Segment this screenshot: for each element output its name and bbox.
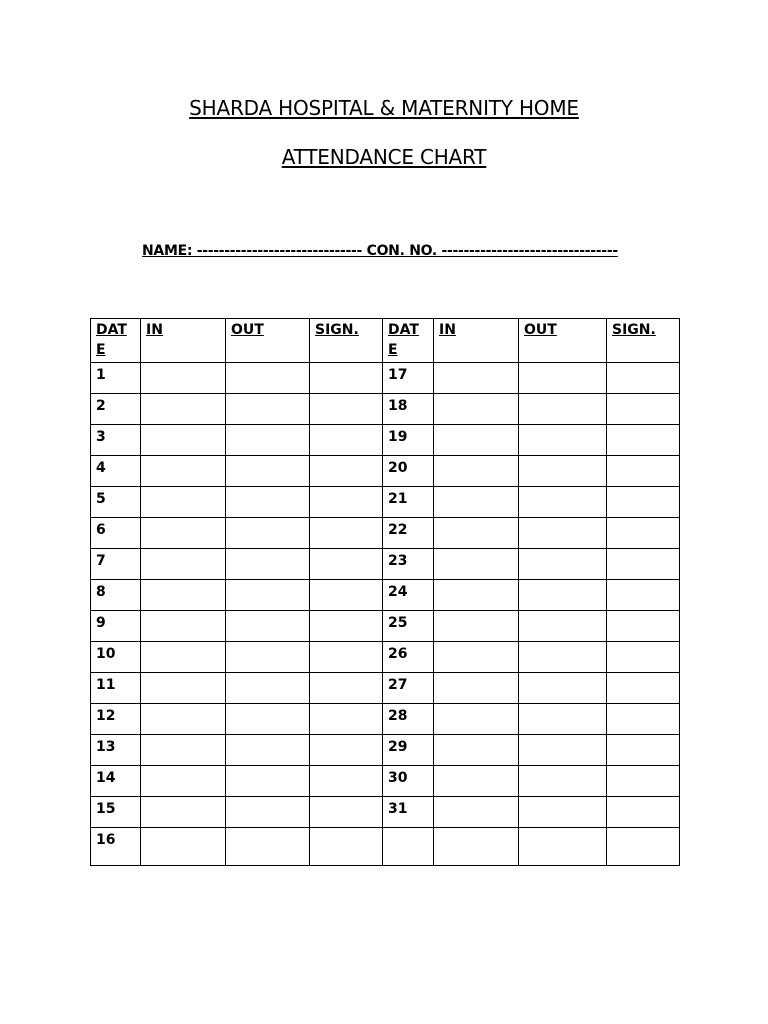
- out-cell-right[interactable]: [519, 518, 607, 549]
- out-cell-right[interactable]: [519, 487, 607, 518]
- header-out-left: OUT: [226, 319, 310, 363]
- out-cell-left[interactable]: [226, 518, 310, 549]
- name-con-no-line: NAME: ------------------------------ CON. NO. --------------------------------: [142, 243, 618, 259]
- in-cell-left[interactable]: [141, 828, 226, 866]
- in-cell-right[interactable]: [434, 673, 519, 704]
- date-cell-right: 23: [383, 549, 434, 580]
- sign-cell-right[interactable]: [607, 611, 680, 642]
- date-cell-left: 2: [91, 394, 141, 425]
- in-cell-right[interactable]: [434, 518, 519, 549]
- table-row: [91, 518, 680, 549]
- chart-title: ATTENDANCE CHART: [281, 145, 487, 169]
- sign-cell-left[interactable]: [310, 425, 383, 456]
- header-in-left: IN: [141, 319, 226, 363]
- date-cell-left: 13: [91, 735, 141, 766]
- out-cell-right[interactable]: [519, 735, 607, 766]
- out-cell-right[interactable]: [519, 456, 607, 487]
- sign-cell-right[interactable]: [607, 642, 680, 673]
- date-cell-left: 10: [91, 642, 141, 673]
- sign-cell-right[interactable]: [607, 394, 680, 425]
- out-cell-left[interactable]: [226, 642, 310, 673]
- table-row: [91, 704, 680, 735]
- out-cell-left[interactable]: [226, 611, 310, 642]
- in-cell-right[interactable]: [434, 456, 519, 487]
- table-row: [91, 425, 680, 456]
- header-out-right: OUT: [519, 319, 607, 363]
- in-cell-left[interactable]: [141, 425, 226, 456]
- header-date-left: DATE: [91, 319, 141, 363]
- date-cell-right: 26: [383, 642, 434, 673]
- in-cell-left[interactable]: [141, 394, 226, 425]
- date-cell-left: 11: [91, 673, 141, 704]
- out-cell-left[interactable]: [226, 363, 310, 394]
- out-cell-right[interactable]: [519, 828, 607, 866]
- sign-cell-left[interactable]: [310, 394, 383, 425]
- out-cell-right[interactable]: [519, 704, 607, 735]
- date-cell-right: 24: [383, 580, 434, 611]
- date-cell-right: 20: [383, 456, 434, 487]
- table-row: [91, 456, 680, 487]
- date-cell-right: 27: [383, 673, 434, 704]
- in-cell-right[interactable]: [434, 425, 519, 456]
- in-cell-right[interactable]: [434, 704, 519, 735]
- in-cell-left[interactable]: [141, 766, 226, 797]
- out-cell-left[interactable]: [226, 487, 310, 518]
- out-cell-right[interactable]: [519, 580, 607, 611]
- date-cell-left: 1: [91, 363, 141, 394]
- out-cell-left[interactable]: [226, 394, 310, 425]
- sign-cell-right[interactable]: [607, 549, 680, 580]
- sign-cell-right[interactable]: [607, 425, 680, 456]
- table-row: [91, 487, 680, 518]
- table-row: [91, 735, 680, 766]
- date-cell-right: 28: [383, 704, 434, 735]
- date-cell-left: 14: [91, 766, 141, 797]
- date-cell-left: 5: [91, 487, 141, 518]
- in-cell-right[interactable]: [434, 394, 519, 425]
- in-cell-left[interactable]: [141, 642, 226, 673]
- out-cell-right[interactable]: [519, 766, 607, 797]
- date-cell-left: 12: [91, 704, 141, 735]
- sign-cell-right[interactable]: [607, 363, 680, 394]
- out-cell-left[interactable]: [226, 673, 310, 704]
- table-row: [91, 394, 680, 425]
- table-row: [91, 673, 680, 704]
- out-cell-left[interactable]: [226, 797, 310, 828]
- sign-cell-left[interactable]: [310, 487, 383, 518]
- date-cell-right: 22: [383, 518, 434, 549]
- in-cell-left[interactable]: [141, 549, 226, 580]
- sign-cell-left[interactable]: [310, 611, 383, 642]
- sign-cell-left[interactable]: [310, 797, 383, 828]
- table-row: [91, 611, 680, 642]
- date-cell-left: 15: [91, 797, 141, 828]
- sign-cell-right[interactable]: [607, 487, 680, 518]
- attendance-table: [90, 318, 680, 866]
- header-sign-right: SIGN.: [607, 319, 680, 363]
- in-cell-right[interactable]: [434, 363, 519, 394]
- in-cell-right[interactable]: [434, 766, 519, 797]
- table-row: [91, 363, 680, 394]
- sign-cell-right[interactable]: [607, 735, 680, 766]
- in-cell-left[interactable]: [141, 518, 226, 549]
- date-cell-left: 8: [91, 580, 141, 611]
- attendance-table-body: [91, 319, 680, 866]
- sign-cell-right[interactable]: [607, 828, 680, 866]
- sign-cell-right[interactable]: [607, 797, 680, 828]
- date-cell-left: 4: [91, 456, 141, 487]
- date-cell-right: 31: [383, 797, 434, 828]
- date-cell-left: 3: [91, 425, 141, 456]
- in-cell-left[interactable]: [141, 487, 226, 518]
- table-row: [91, 766, 680, 797]
- sign-cell-right[interactable]: [607, 704, 680, 735]
- sign-cell-right[interactable]: [607, 673, 680, 704]
- header-in-right: IN: [434, 319, 519, 363]
- in-cell-right[interactable]: [434, 642, 519, 673]
- sign-cell-right[interactable]: [607, 580, 680, 611]
- out-cell-left[interactable]: [226, 456, 310, 487]
- out-cell-right[interactable]: [519, 611, 607, 642]
- table-header-row: [91, 319, 680, 363]
- out-cell-left[interactable]: [226, 828, 310, 866]
- date-cell-left: 9: [91, 611, 141, 642]
- out-cell-right[interactable]: [519, 642, 607, 673]
- date-cell-right: [383, 828, 434, 866]
- in-cell-left[interactable]: [141, 611, 226, 642]
- date-cell-right: 17: [383, 363, 434, 394]
- out-cell-right[interactable]: [519, 797, 607, 828]
- out-cell-left[interactable]: [226, 735, 310, 766]
- date-cell-right: 19: [383, 425, 434, 456]
- out-cell-right[interactable]: [519, 363, 607, 394]
- sign-cell-left[interactable]: [310, 456, 383, 487]
- out-cell-left[interactable]: [226, 704, 310, 735]
- in-cell-right[interactable]: [434, 580, 519, 611]
- date-cell-left: 7: [91, 549, 141, 580]
- in-cell-left[interactable]: [141, 363, 226, 394]
- sign-cell-left[interactable]: [310, 518, 383, 549]
- in-cell-left[interactable]: [141, 456, 226, 487]
- table-row: [91, 549, 680, 580]
- date-cell-right: 30: [383, 766, 434, 797]
- in-cell-right[interactable]: [434, 487, 519, 518]
- in-cell-right[interactable]: [434, 797, 519, 828]
- in-cell-right[interactable]: [434, 735, 519, 766]
- table-row: [91, 580, 680, 611]
- date-cell-right: 18: [383, 394, 434, 425]
- in-cell-right[interactable]: [434, 549, 519, 580]
- out-cell-left[interactable]: [226, 425, 310, 456]
- sign-cell-left[interactable]: [310, 549, 383, 580]
- in-cell-right[interactable]: [434, 611, 519, 642]
- table-row: [91, 642, 680, 673]
- in-cell-left[interactable]: [141, 704, 226, 735]
- in-cell-left[interactable]: [141, 797, 226, 828]
- in-cell-left[interactable]: [141, 580, 226, 611]
- date-cell-left: 6: [91, 518, 141, 549]
- out-cell-right[interactable]: [519, 549, 607, 580]
- date-cell-right: 25: [383, 611, 434, 642]
- out-cell-right[interactable]: [519, 425, 607, 456]
- sign-cell-left[interactable]: [310, 704, 383, 735]
- date-cell-right: 29: [383, 735, 434, 766]
- table-row: [91, 828, 680, 866]
- out-cell-left[interactable]: [226, 766, 310, 797]
- out-cell-left[interactable]: [226, 580, 310, 611]
- sign-cell-left[interactable]: [310, 766, 383, 797]
- header-sign-left: SIGN.: [310, 319, 383, 363]
- sign-cell-left[interactable]: [310, 735, 383, 766]
- out-cell-left[interactable]: [226, 549, 310, 580]
- in-cell-left[interactable]: [141, 673, 226, 704]
- sign-cell-right[interactable]: [607, 518, 680, 549]
- date-cell-left: 16: [91, 828, 141, 866]
- sign-cell-right[interactable]: [607, 456, 680, 487]
- sign-cell-left[interactable]: [310, 828, 383, 866]
- table-row: [91, 797, 680, 828]
- sign-cell-left[interactable]: [310, 580, 383, 611]
- out-cell-right[interactable]: [519, 394, 607, 425]
- sign-cell-right[interactable]: [607, 766, 680, 797]
- sign-cell-left[interactable]: [310, 363, 383, 394]
- date-cell-right: 21: [383, 487, 434, 518]
- header-date-right: DATE: [383, 319, 434, 363]
- in-cell-left[interactable]: [141, 735, 226, 766]
- out-cell-right[interactable]: [519, 673, 607, 704]
- hospital-title: SHARDA HOSPITAL & MATERNITY HOME: [189, 96, 579, 120]
- sign-cell-left[interactable]: [310, 673, 383, 704]
- sign-cell-left[interactable]: [310, 642, 383, 673]
- in-cell-right[interactable]: [434, 828, 519, 866]
